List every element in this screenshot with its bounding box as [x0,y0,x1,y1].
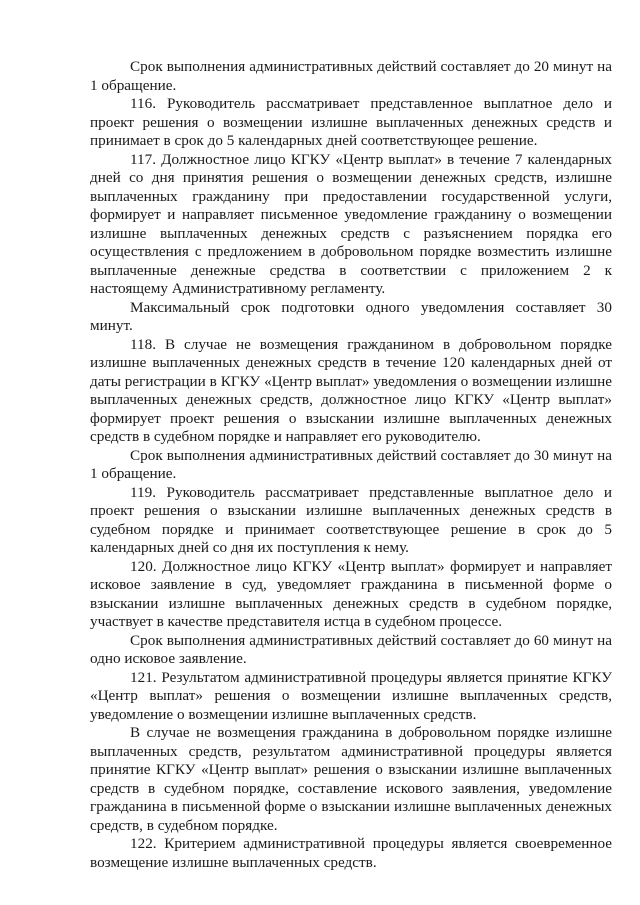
paragraph-119: 119. Руководитель рассматривает представленные выплатное дело и проект решения о взыскании излишне выплаченных денежных средств в судебном порядке и принимает соответствующее решение в срок до 5 календарных дней со дня их поступления к нему. [90,483,612,556]
paragraph-116: 116. Руководитель рассматривает представленное выплатное дело и проект решения о возмещении излишне выплаченных денежных средств и принимает в срок до 5 календарных дней соответствующее решение. [90,95,612,149]
paragraph-118: 118. В случае не возмещения гражданином в добровольном порядке излишне выплаченных денежных средств в течение 120 календарных дней от даты регистрации в КГКУ «Центр выплат» уведомления о возмещении излишне выплаченных денежных средств, должностное лицо КГКУ «Центр выплат» формирует проект решения о взыскании излишне выплаченных денежных средств в судебном порядке и направляет его руководителю. [90,335,612,445]
paragraph-time-limit-20-min: Срок выполнения административных действий составляет до 20 минут на 1 обращение. [90,58,612,94]
document-body [90,58,612,872]
paragraph-time-limit-30-min: Срок выполнения административных действий составляет до 30 минут на 1 обращение. [90,446,612,482]
paragraph-time-limit-60-min: Срок выполнения административных действий составляет до 60 минут на одно исковое заявление. [90,631,612,667]
paragraph-notice-time-limit: Максимальный срок подготовки одного уведомления составляет 30 минут. [90,298,612,334]
paragraph-120: 120. Должностное лицо КГКУ «Центр выплат» формирует и направляет исковое заявление в суд, уведомляет гражданина в письменной форме о взыскании излишне выплаченных денежных средств в судебном порядке, участвует в качестве представителя истца в судебном процессе. [90,557,612,630]
paragraph-result-court: В случае не возмещения гражданина в добровольном порядке излишне выплаченных средств, результатом административной процедуры является принятие КГКУ «Центр выплат» решения о взыскании излишне выплаченных средств в судебном порядке, составление искового заявления, уведомление гражданина в письменной форме о взыскании излишне выплаченных денежных средств, в судебном порядке. [90,724,612,834]
paragraph-117: 117. Должностное лицо КГКУ «Центр выплат» в течение 7 календарных дней со дня принятия решения о возмещении денежных средств, излишне выплаченных гражданину при предоставлении государственной услуги, формирует и направляет письменное уведомление гражданину о возмещении излишне выплаченных денежных средств с разъяснением порядка его осуществления с предложением в добровольном порядке возместить излишне выплаченные денежные средства в соответствии с приложением 2 к настоящему Административному регламенту. [90,150,612,297]
paragraph-121: 121. Результатом административной процедуры является принятие КГКУ «Центр выплат» решения о возмещении излишне выплаченных средств, уведомление о возмещении излишне выплаченных средств. [90,668,612,723]
paragraph-122: 122. Критерием административной процедуры является своевременное возмещение излишне выплаченных средств. [90,835,612,871]
